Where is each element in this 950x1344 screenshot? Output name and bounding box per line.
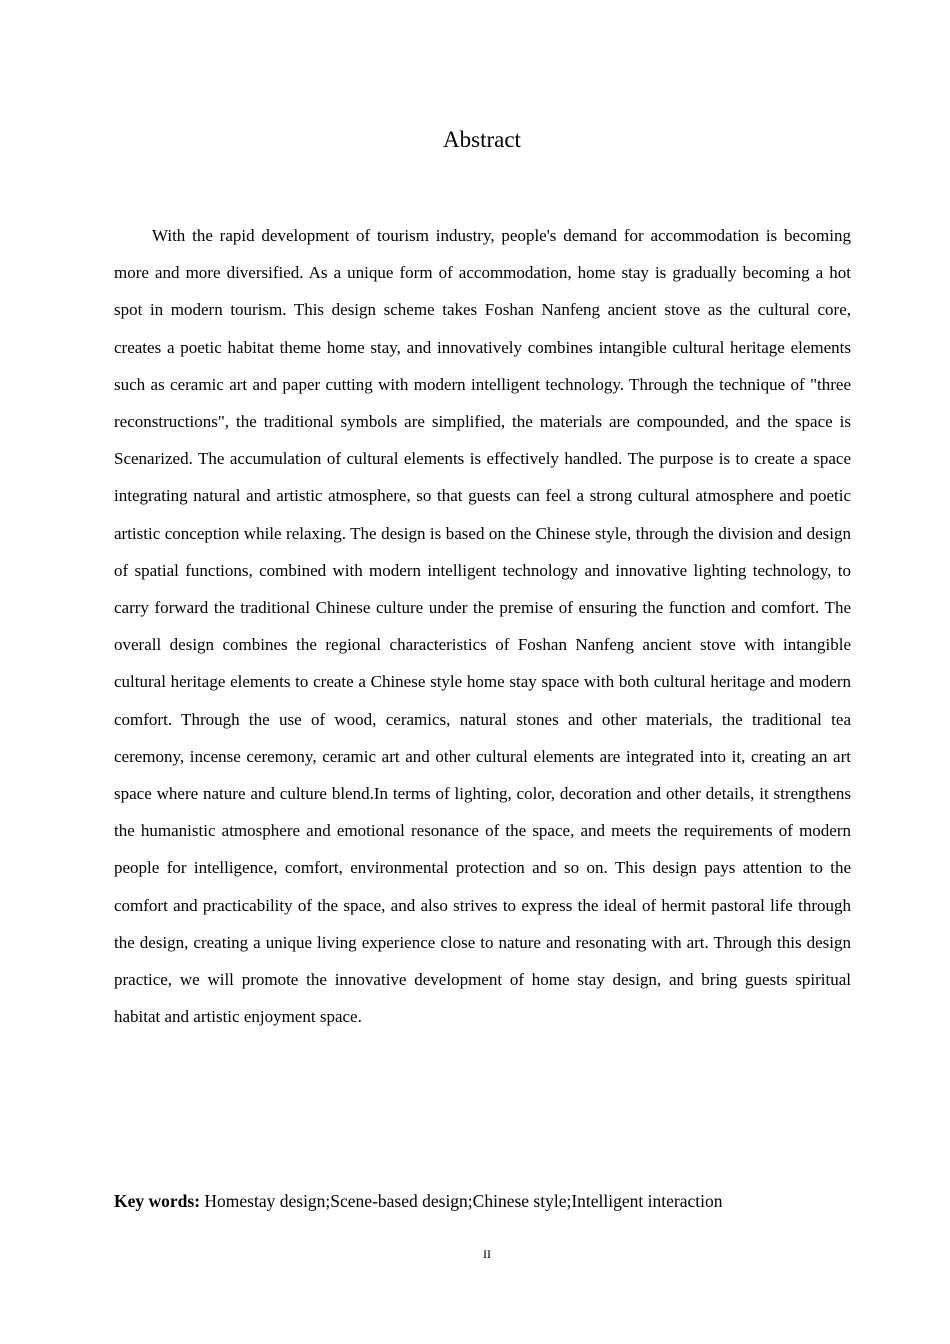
page-number: II	[483, 1247, 491, 1261]
keywords-label: Key words:	[114, 1191, 201, 1211]
keywords-text: Homestay design;Scene-based design;Chinese style;Intelligent interaction	[200, 1191, 723, 1211]
abstract-body: With the rapid development of tourism industry, people's demand for accommodation is becoming more and more diversified. As a unique form of accommodation, home stay is gradually becoming a hot spot in modern tourism. This design scheme takes Foshan Nanfeng ancient stove as the cultural core, creates a poetic habitat theme home stay, and innovatively combines intangible cultural heritage elements such as ceramic art and paper cutting with modern intelligent technology. Through the technique of "three reconstructions", the traditional symbols are simplified, the materials are compounded, and the space is Scenarized. The accumulation of cultural elements is effectively handled. The purpose is to create a space integrating natural and artistic atmosphere, so that guests can feel a strong cultural atmosphere and poetic artistic conception while relaxing. The design is based on the Chinese style, through the division and design of spatial functions, combined with modern intelligent technology and innovative lighting technology, to carry forward the traditional Chinese culture under the premise of ensuring the function and comfort. The overall design combines the regional characteristics of Foshan Nanfeng ancient stove with intangible cultural heritage elements to create a Chinese style home stay space with both cultural heritage and modern comfort. Through the use of wood, ceramics, natural stones and other materials, the traditional tea ceremony, incense ceremony, ceramic art and other cultural elements are integrated into it, creating an art space where nature and culture blend.In terms of lighting, color, decoration and other details, it strengthens the humanistic atmosphere and emotional resonance of the space, and meets the requirements of modern people for intelligence, comfort, environmental protection and so on. This design pays attention to the comfort and practicability of the space, and also strives to express the ideal of hermit pastoral life through the design, creating a unique living experience close to nature and resonating with art. Through this design practice, we will promote the innovative development of home stay design, and bring guests spiritual habitat and artistic enjoyment space.	[114, 226, 851, 1027]
keywords-line	[114, 1184, 851, 1218]
abstract-title: Abstract	[443, 127, 521, 152]
